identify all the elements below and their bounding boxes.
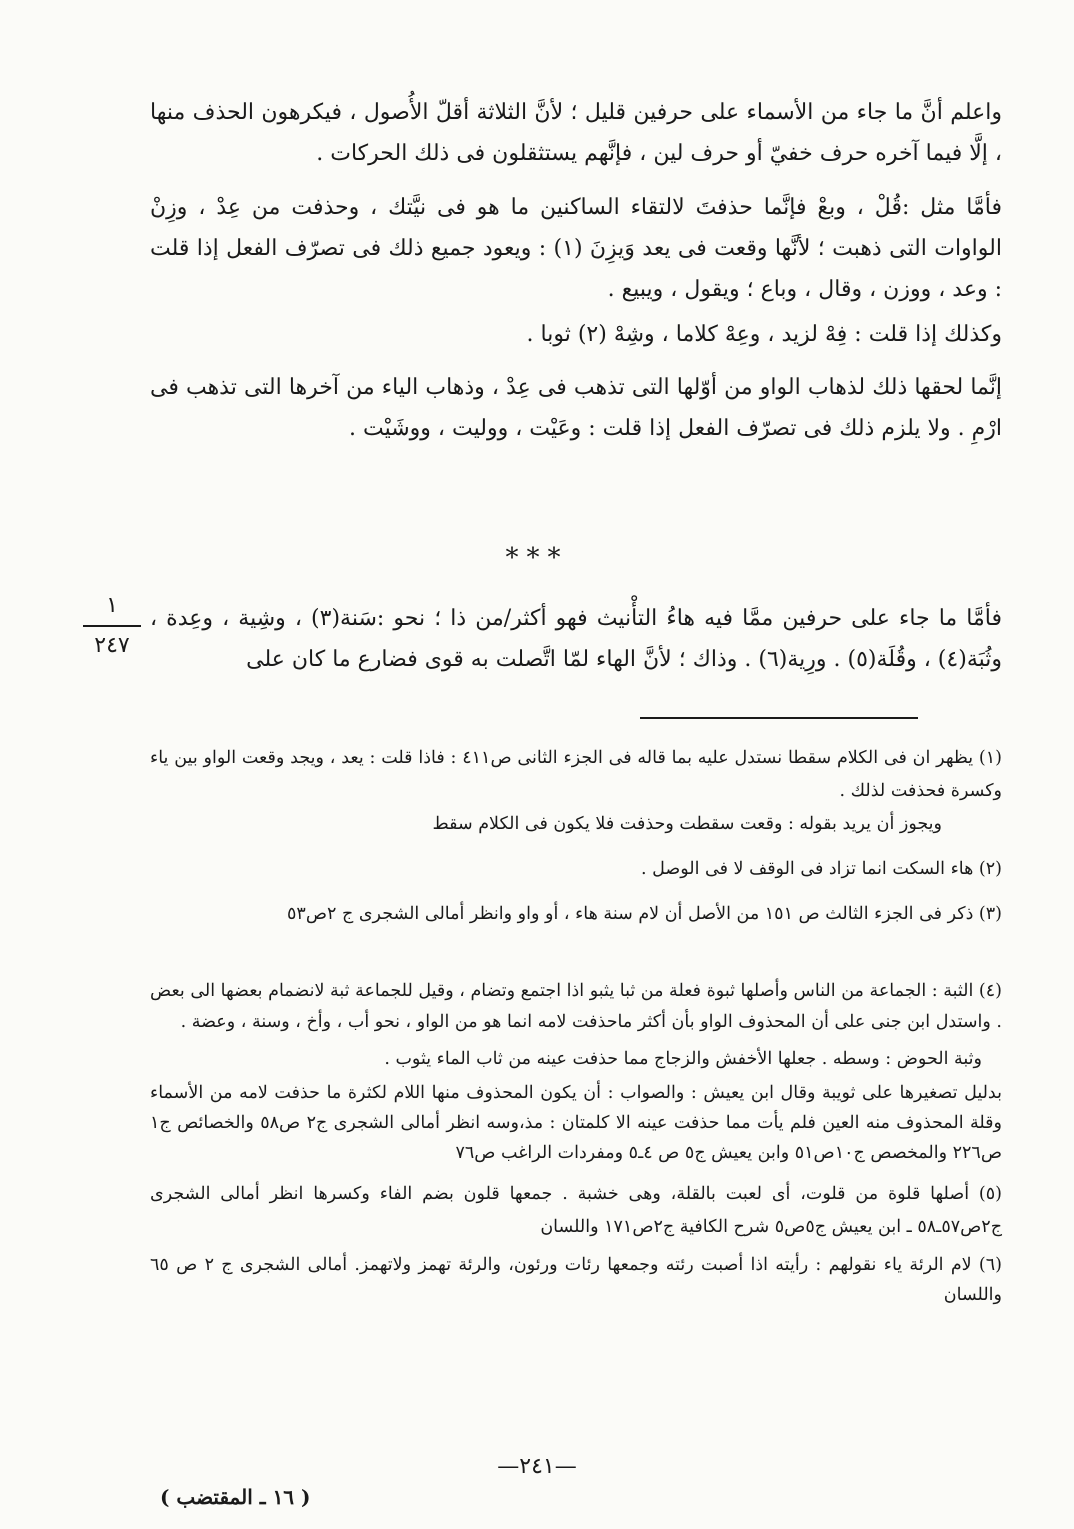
paragraph-3: وكذلك إذا قلت : فِهْ لزيد ، وعِهْ كلاما ، وشِهْ (٢) ثوبا . — [526, 322, 1002, 347]
paragraph-2: فأمَّا مثل :قُلْ ، وبعْ فإنَّما حذفتَ لالتقاء الساكنين ما هو فى نيَّتك ، وحذفت من عِدْ ، وزِنْ الواوات التى ذهبت ؛ لأنَّها وقعت فى يعد وَيزِنَ (١) : ويعود جميع ذلك فى تصرّف الفعل إذا قلت : وعد ، ووزن ، وقال ، وباع ؛ ويقول ، ويبيع . — [150, 195, 1002, 302]
footnote-1: (١) يظهر ان فى الكلام سقطا نستدل عليه بما قاله فى الجزء الثانى ص٤١١ : فاذا قلت : يعد ، ويجد وقعت الواو بين ياء وكسرة فحذفت لذلك . — [150, 748, 1002, 801]
footnote-4-references: بدليل تصغيرها على ثويبة وقال ابن يعيش : والصواب : أن يكون المحذوف منها اللام لكثرة ما حذفت لامه من الأسماء وقلة المحذوف منه العين فلم يأت مما حذفت عينه الا كلمتان : مذ،وسه انظر أمالى الشجرى ج٢ ص٥٨ والخصائص ج١ ص٢٢٦ والمخصص ج١٠ص٥١ وابن يعيش ج٥ ص ٤ـ٥ ومفردات الراغب ص٧٦ — [150, 1083, 1002, 1163]
footnote-4: (٤) الثبة : الجماعة من الناس وأصلها ثبوة فعلة من ثبا يثبو اذا اجتمع وتضام ، وقيل للجماعة ثبة لانضمام بعضها الى بعض . واستدل ابن جنى على أن المحذوف الواو بأن أكثر ماحذفت لامه انما هو من الواو ، نحو أب ، وأخ ، وسنة ، وعضة . — [150, 981, 1002, 1032]
footnote-5: (٥) أصلها قلوة من قلوت، أى لعبت بالقلة، وهى خشبة . جمعها قلون بضم الفاء وكسرها انظر أمالى الشجرى ج٢ص٥٧ـ٥٨ ـ ابن يعيش ج٥ص٥ شرح الكافية ج٢ص١٧١ واللسان — [150, 1184, 1002, 1237]
footnote-4-continued: وثبة الحوض : وسطه . جعلها الأخفش والزجاج مما حذفت عينه من ثاب الماء يثوب . — [384, 1049, 982, 1069]
footnote-3: (٣) ذكر فى الجزء الثالث ص ١٥١ من الأصل أن لام سنة هاء ، أو واو وانظر أمالى الشجرى ج ٢ص٥٣ — [287, 904, 1002, 924]
main-text-continued — [150, 598, 1002, 680]
page-number: —٢٤١— — [497, 1454, 577, 1479]
footnote-2: (٢) هاء السكت انما تزاد فى الوقف لا فى الوصل . — [640, 859, 1002, 879]
footnote-6: (٦) لام الرئة ياء نقولهم : رأيته اذا أصبت رئته وجمعها رئات ورئون، والرئة تهمز ولاتهمز. أمالى الشجرى ج ٢ ص ٦٥ واللسان — [150, 1255, 1002, 1305]
section-separator: *** — [505, 543, 569, 573]
margin-folio-reference — [72, 593, 152, 659]
paragraph-5: فأمَّا ما جاء على حرفين ممَّا فيه هاءُ التأْنيث فهو أكثر/من ذا ؛ نحو :سَنة(٣) ، وشِية ، وعِدة ، وثُبَة(٤) ، وقُلَة(٥) . ورِية(٦) . وذاك ؛ لأنَّ الهاء لمّا اتَّصلت به قوى فضارع ما كان على — [150, 606, 1003, 672]
footnote-separator — [640, 717, 918, 719]
footnotes-top — [150, 742, 1002, 934]
margin-folio-top: ١ — [106, 593, 118, 618]
margin-folio-bottom: ٢٤٧ — [94, 633, 130, 658]
footnotes-bottom — [150, 976, 1002, 1310]
footnote-1-continued: ويجوز أن يريد بقوله : وقعت سقطت وحذفت فلا يكون فى الكلام سقط — [432, 814, 942, 834]
paragraph-4: إنَّما لحقها ذلك لذهاب الواو من أوّلها التى تذهب فى عِدْ ، وذهاب الياء من آخرها التى تذهب فى ارْمِ . ولا يلزم ذلك فى تصرّف الفعل إذا قلت : وعَيْت ، ووليت ، ووشَيْت . — [150, 375, 1002, 441]
paragraph-1: واعلم أنَّ ما جاء من الأسماء على حرفين قليل ؛ لأنَّ الثلاثة أقلّ الأُصول ، فيكرهون الحذف منها ، إلَّا فيما آخره حرف خفيّ أو حرف لين ، فإنَّهم يستثقلون فى ذلك الحركات . — [150, 100, 1002, 166]
main-text — [150, 92, 1002, 449]
margin-folio-rule — [83, 625, 141, 627]
footer-signature: ( ١٦ ـ المقتضب ) — [160, 1485, 311, 1509]
